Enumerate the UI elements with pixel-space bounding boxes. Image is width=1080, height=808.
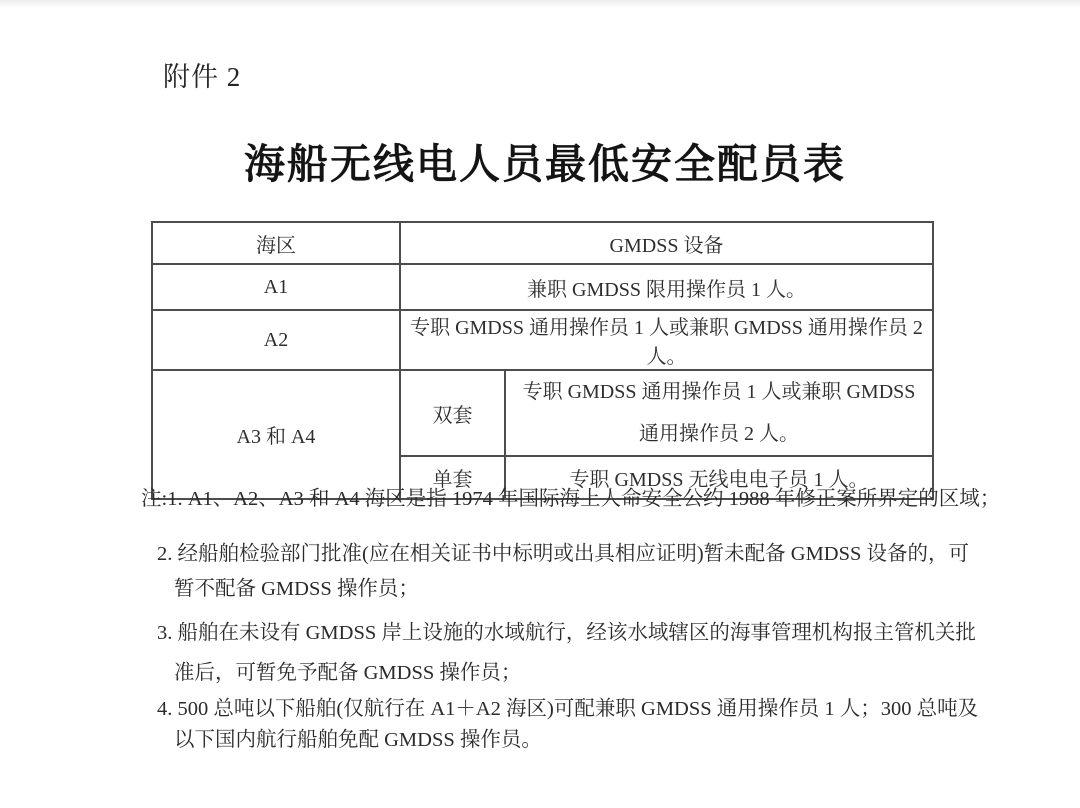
cell-area-a2: A2: [152, 310, 400, 370]
attachment-label: 附件 2: [163, 62, 242, 92]
cell-equipment-a2: 专职 GMDSS 通用操作员 1 人或兼职 GMDSS 通用操作员 2 人。: [400, 310, 933, 370]
manning-table-grid: [151, 221, 934, 500]
note-line: 以下国内航行船舶免配 GMDSS 操作员。: [174, 729, 542, 751]
note-line: 2. 经船舶检验部门批准(应在相关证书中标明或出具相应证明)暂未配备 GMDSS 设备的，可: [157, 543, 970, 565]
table-row-a2: [152, 310, 933, 370]
note-line: 准后，可暂免予配备 GMDSS 操作员；: [174, 662, 522, 684]
cell-single-label: 单套: [400, 456, 505, 499]
table-header-row: [152, 222, 933, 264]
header-sea-area: 海区: [152, 222, 400, 264]
notes-block: [141, 484, 1001, 755]
cell-area-a3a4: A3 和 A4: [152, 370, 400, 499]
cell-equipment-single: 专职 GMDSS 无线电电子员 1 人。: [505, 456, 933, 499]
note-line: 3. 船舶在未设有 GMDSS 岸上设施的水域航行，经该水域辖区的海事管理机构报主管机关批: [157, 622, 976, 644]
cell-equipment-a1: 兼职 GMDSS 限用操作员 1 人。: [400, 264, 933, 310]
table-row-a1: [152, 264, 933, 310]
table-row-a3a4-dual: [152, 370, 933, 456]
manning-table: [151, 221, 934, 500]
cell-area-a1: A1: [152, 264, 400, 310]
cell-dual-label: 双套: [400, 370, 505, 456]
header-gmdss-equipment: GMDSS 设备: [400, 222, 933, 264]
note-line: 4. 500 总吨以下船舶(仅航行在 A1＋A2 海区)可配兼职 GMDSS 通用操作员 1 人；300 总吨及: [157, 698, 979, 720]
cell-equipment-dual: 专职 GMDSS 通用操作员 1 人或兼职 GMDSS 通用操作员 2 人。: [505, 370, 933, 456]
note-line: 暂不配备 GMDSS 操作员；: [174, 578, 419, 600]
note-line: 注:1. A1、A2、A3 和 A4 海区是指 1974 年国际海上人命安全公约 1988 年修正案所界定的区域；: [141, 488, 1001, 510]
page-title: 海船无线电人员最低安全配员表: [244, 141, 846, 187]
